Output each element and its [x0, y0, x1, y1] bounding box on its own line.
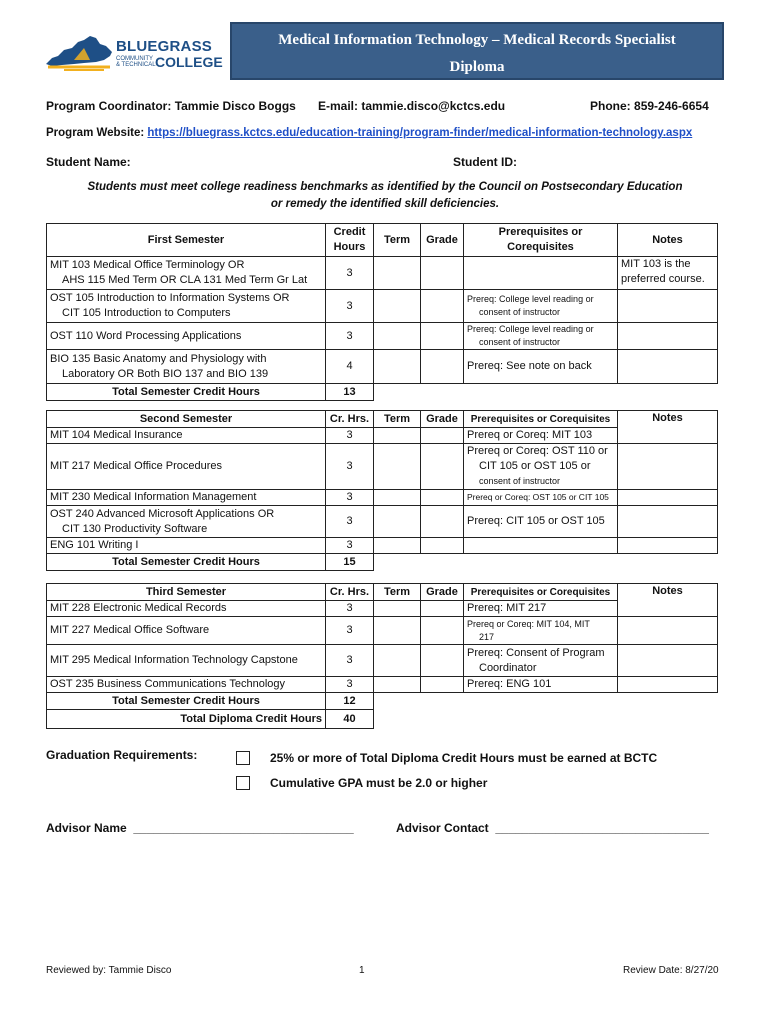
notes-cell [618, 617, 718, 645]
notes-cell [618, 645, 718, 677]
notes-cell [618, 506, 718, 538]
readiness-notice-line2: or remedy the identified skill deficiencies. [270, 198, 500, 210]
credit-cell: 3 [326, 538, 374, 554]
advisor-name-label: Advisor Name [46, 821, 127, 835]
credential-title: Diploma [449, 59, 505, 75]
col-course: Second Semester [47, 411, 326, 428]
advisor-contact-field[interactable] [396, 821, 709, 835]
prereq-cell: Prereq or Coreq: MIT 103 [464, 428, 618, 444]
diploma-total-row [47, 710, 718, 729]
table-row [47, 538, 718, 554]
col-credit-hours: Credit Hours [326, 224, 374, 257]
grade-cell[interactable] [421, 506, 464, 538]
program-website-link[interactable]: https://bluegrass.kctcs.edu/education-training/program-finder/medical-information-technology.aspx [147, 127, 693, 139]
kentucky-state-icon [44, 34, 114, 74]
phone-info [590, 99, 709, 113]
credit-cell: 3 [326, 257, 374, 290]
notes-cell [618, 538, 718, 554]
col-prereq: Prerequisites or Corequisites [464, 584, 618, 601]
credit-cell: 3 [326, 617, 374, 645]
credit-cell: 3 [326, 645, 374, 677]
website-label: Program Website: [46, 127, 145, 139]
program-title: Medical Information Technology – Medical Records Specialist [278, 32, 676, 48]
prereq-cell: Prereq or Coreq: MIT 104, MIT 217 [464, 617, 618, 645]
grade-cell[interactable] [421, 538, 464, 554]
grade-cell[interactable] [421, 677, 464, 693]
col-prereq: Prerequisites or Corequisites [464, 411, 618, 428]
col-term: Term [374, 584, 421, 601]
student-id-label: Student ID: [453, 155, 517, 169]
col-credit-hours: Cr. Hrs. [326, 584, 374, 601]
prereq-cell: Prereq or Coreq: OST 110 or CIT 105 or OST 105 or consent of instructor [464, 444, 618, 490]
advisor-name-field[interactable] [46, 821, 354, 835]
coordinator-name: Tammie Disco Boggs [174, 99, 296, 113]
course-cell: ENG 101 Writing I [47, 538, 326, 554]
phone-number: 859-246-6654 [634, 99, 709, 113]
total-row [47, 554, 718, 571]
credit-cell: 3 [326, 601, 374, 617]
term-cell[interactable] [374, 428, 421, 444]
course-cell: BIO 135 Basic Anatomy and Physiology with Laboratory OR Both BIO 137 and BIO 139 [47, 350, 326, 384]
notes-cell [618, 444, 718, 490]
prereq-cell [464, 257, 618, 290]
prereq-cell: Prereq: College level reading or consent of instructor [464, 290, 618, 323]
notes-cell [618, 350, 718, 384]
table-row [47, 257, 718, 290]
grade-cell[interactable] [421, 617, 464, 645]
table-row [47, 323, 718, 350]
table-row [47, 350, 718, 384]
col-term: Term [374, 224, 421, 257]
course-cell: MIT 228 Electronic Medical Records [47, 601, 326, 617]
notes-cell [618, 490, 718, 506]
second-semester-table [46, 410, 718, 571]
total-label: Total Semester Credit Hours [47, 384, 326, 401]
table-row [47, 617, 718, 645]
total-value: 12 [326, 693, 374, 710]
advisor-name-line: _________________________________ [133, 821, 354, 835]
term-cell[interactable] [374, 350, 421, 384]
term-cell[interactable] [374, 257, 421, 290]
credit-cell: 3 [326, 490, 374, 506]
requirement-2-checkbox[interactable] [236, 776, 250, 790]
col-credit-hours: Cr. Hrs. [326, 411, 374, 428]
prereq-cell: Prereq: ENG 101 [464, 677, 618, 693]
email-label: E-mail: [318, 99, 359, 113]
logo-technical: & TECHNICAL [116, 62, 156, 68]
course-cell: MIT 104 Medical Insurance [47, 428, 326, 444]
term-cell[interactable] [374, 290, 421, 323]
credit-cell: 3 [326, 290, 374, 323]
table-row [47, 645, 718, 677]
notes-cell [618, 323, 718, 350]
course-cell: OST 105 Introduction to Information Systems OR CIT 105 Introduction to Computers [47, 290, 326, 323]
table-row [47, 677, 718, 693]
table-header-row [47, 411, 718, 428]
term-cell[interactable] [374, 506, 421, 538]
logo-community: COMMUNITY [116, 56, 153, 62]
term-cell[interactable] [374, 601, 421, 617]
notes-cell: MIT 103 is the preferred course. [618, 257, 718, 290]
total-label: Total Semester Credit Hours [47, 554, 326, 571]
first-semester-table [46, 223, 718, 401]
credit-cell: 3 [326, 323, 374, 350]
table-header-row [47, 584, 718, 601]
grade-cell[interactable] [421, 350, 464, 384]
term-cell[interactable] [374, 645, 421, 677]
grade-cell[interactable] [421, 601, 464, 617]
requirement-2-text: Cumulative GPA must be 2.0 or higher [270, 776, 488, 790]
page-number: 1 [359, 965, 365, 976]
prereq-cell: Prereq or Coreq: OST 105 or CIT 105 [464, 490, 618, 506]
grade-cell[interactable] [421, 428, 464, 444]
total-value: 13 [326, 384, 374, 401]
col-grade: Grade [421, 411, 464, 428]
col-notes: Notes [618, 224, 718, 257]
reviewed-by: Reviewed by: Tammie Disco [46, 965, 172, 976]
advisor-contact-label: Advisor Contact [396, 821, 489, 835]
logo-college: COLLEGE [155, 54, 223, 70]
phone-label: Phone: [590, 99, 631, 113]
logo-bluegrass: BLUEGRASS [116, 38, 212, 55]
total-value: 15 [326, 554, 374, 571]
term-cell[interactable] [374, 490, 421, 506]
notes-cell [618, 290, 718, 323]
website-info [46, 127, 692, 139]
coordinator-label: Program Coordinator: [46, 99, 172, 113]
col-course: Third Semester [47, 584, 326, 601]
requirement-1-checkbox[interactable] [236, 751, 250, 765]
course-cell: OST 235 Business Communications Technology [47, 677, 326, 693]
course-cell: MIT 230 Medical Information Management [47, 490, 326, 506]
credit-cell: 3 [326, 428, 374, 444]
credit-cell: 3 [326, 506, 374, 538]
table-header-row [47, 224, 718, 257]
term-cell[interactable] [374, 444, 421, 490]
diploma-total-value: 40 [326, 710, 374, 729]
college-logo [44, 34, 223, 74]
course-cell: MIT 227 Medical Office Software [47, 617, 326, 645]
coordinator-info [46, 99, 296, 113]
course-cell: MIT 103 Medical Office Terminology OR AHS 115 Med Term OR CLA 131 Med Term Gr Lat [47, 257, 326, 290]
col-notes: Notes [618, 584, 718, 617]
grade-cell[interactable] [421, 444, 464, 490]
col-notes: Notes [618, 411, 718, 444]
prereq-cell [464, 538, 618, 554]
email-address[interactable]: tammie.disco@kctcs.edu [361, 99, 506, 113]
col-prereq: Prerequisites or Corequisites [464, 224, 618, 257]
readiness-notice-line1: Students must meet college readiness benchmarks as identified by the Council on Postsecondary Education [87, 181, 683, 193]
table-row [47, 490, 718, 506]
col-term: Term [374, 411, 421, 428]
grade-cell[interactable] [421, 257, 464, 290]
total-row [47, 693, 718, 710]
grade-cell[interactable] [421, 490, 464, 506]
col-grade: Grade [421, 224, 464, 257]
prereq-cell: Prereq: College level reading or consent of instructor [464, 323, 618, 350]
table-row [47, 506, 718, 538]
prereq-cell: Prereq: CIT 105 or OST 105 [464, 506, 618, 538]
course-cell: OST 240 Advanced Microsoft Applications OR CIT 130 Productivity Software [47, 506, 326, 538]
table-row [47, 290, 718, 323]
grade-cell[interactable] [421, 645, 464, 677]
title-banner [230, 22, 724, 80]
prereq-cell: Prereq: See note on back [464, 350, 618, 384]
third-semester-table [46, 583, 718, 729]
course-cell: MIT 295 Medical Information Technology Capstone [47, 645, 326, 677]
col-course: First Semester [47, 224, 326, 257]
col-grade: Grade [421, 584, 464, 601]
prereq-cell: Prereq: Consent of Program Coordinator [464, 645, 618, 677]
requirement-1-text: 25% or more of Total Diploma Credit Hours must be earned at BCTC [270, 751, 658, 765]
prereq-cell: Prereq: MIT 217 [464, 601, 618, 617]
email-info [318, 99, 505, 113]
graduation-label: Graduation Requirements: [46, 748, 198, 762]
term-cell[interactable] [374, 617, 421, 645]
grade-cell[interactable] [421, 323, 464, 350]
table-row [47, 428, 718, 444]
advisor-contact-line: ________________________________ [495, 821, 709, 835]
grade-cell[interactable] [421, 290, 464, 323]
table-row [47, 601, 718, 617]
credit-cell: 3 [326, 444, 374, 490]
total-row [47, 384, 718, 401]
course-cell: OST 110 Word Processing Applications [47, 323, 326, 350]
diploma-total-label: Total Diploma Credit Hours [47, 710, 326, 729]
term-cell[interactable] [374, 538, 421, 554]
total-label: Total Semester Credit Hours [47, 693, 326, 710]
notes-cell [618, 677, 718, 693]
student-name-label: Student Name: [46, 155, 131, 169]
credit-cell: 4 [326, 350, 374, 384]
term-cell[interactable] [374, 323, 421, 350]
review-date: Review Date: 8/27/20 [623, 965, 719, 976]
table-row [47, 444, 718, 490]
credit-cell: 3 [326, 677, 374, 693]
term-cell[interactable] [374, 677, 421, 693]
course-cell: MIT 217 Medical Office Procedures [47, 444, 326, 490]
